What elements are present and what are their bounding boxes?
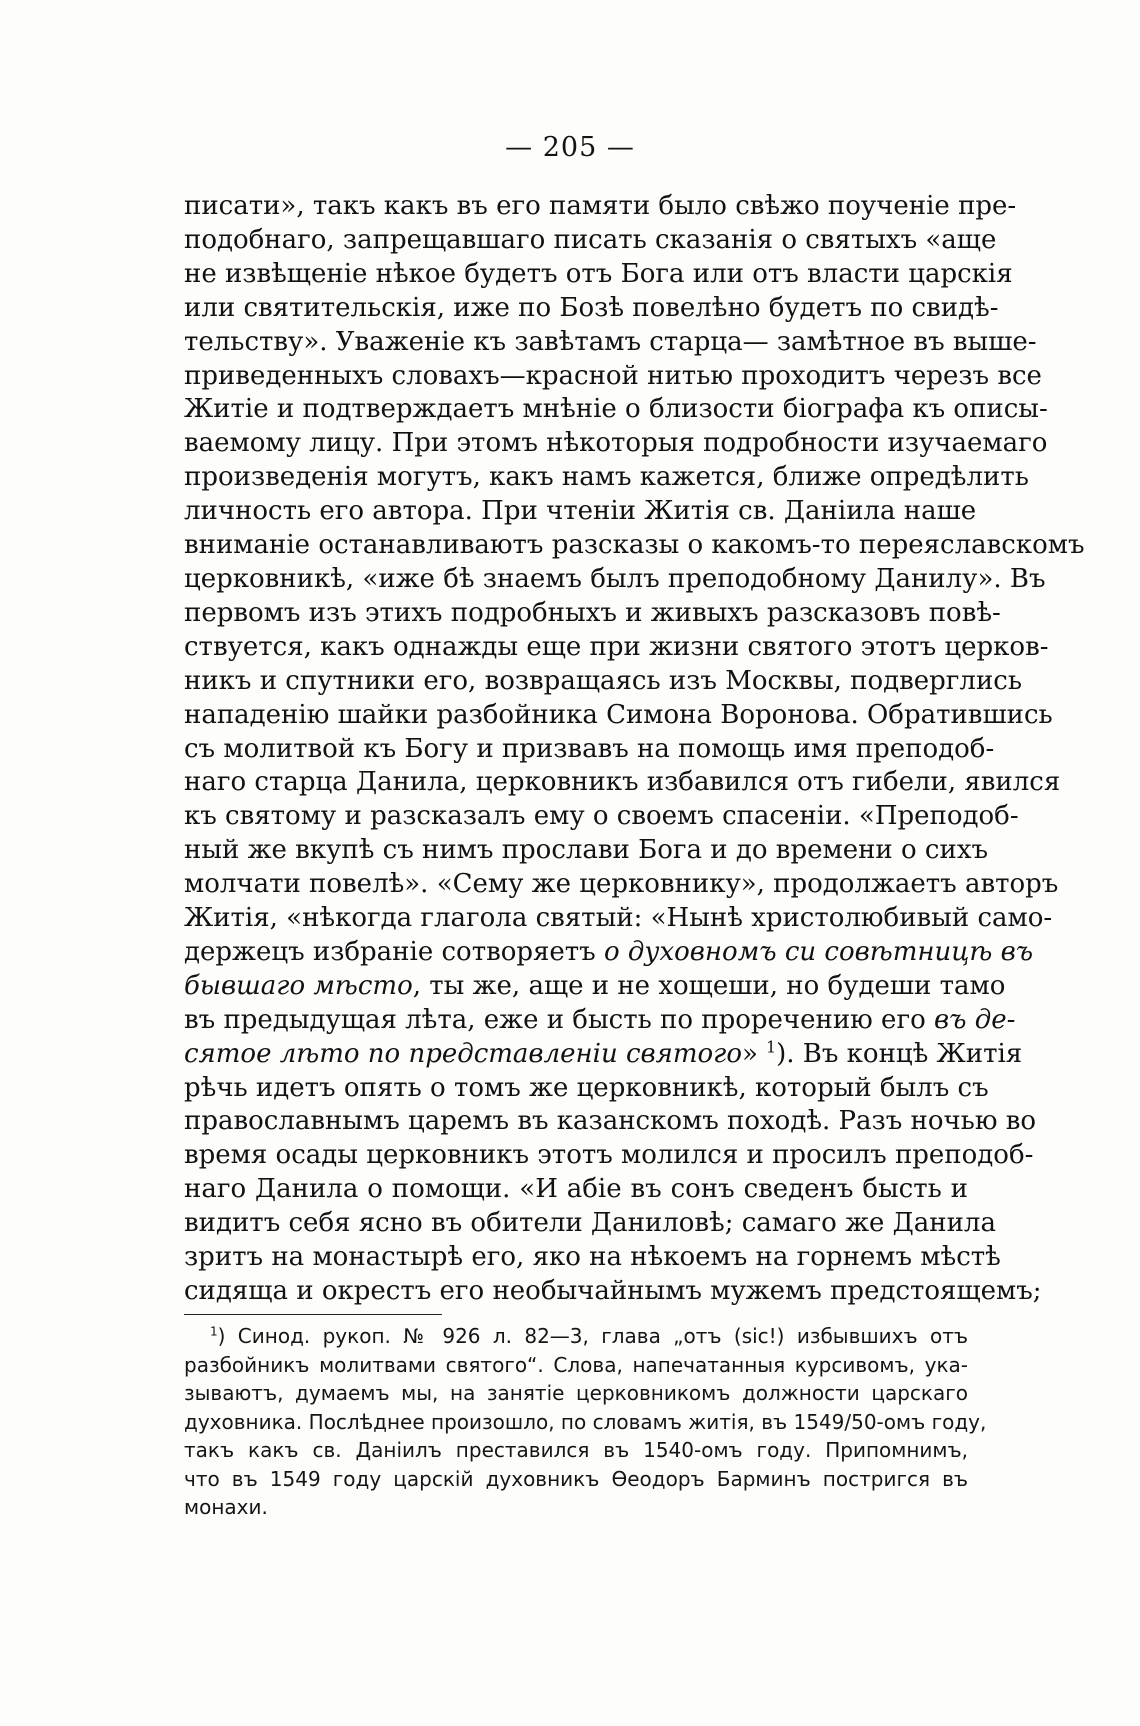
text-line: вниманіе останавливаютъ разсказы о какомъ-то переяславскомъ bbox=[184, 530, 1085, 561]
footnote-line: зываютъ, думаемъ мы, на занятіе церковникомъ должности царскаго bbox=[184, 1381, 968, 1405]
text-line: личность его автора. При чтеніи Житія св. Даніила наше bbox=[184, 496, 977, 527]
text-line: православнымъ царемъ въ казанскомъ походѣ. Разъ ночью во bbox=[184, 1106, 1037, 1137]
italic-segment: въ де- bbox=[934, 1004, 1016, 1035]
footnote-divider bbox=[184, 1314, 442, 1315]
text-line bbox=[184, 970, 1006, 1004]
footnote-line: что въ 1549 году царскій духовникъ Ѳеодоръ Барминъ постригся въ bbox=[184, 1466, 968, 1491]
text-line: никъ и спутники его, возвращаясь изъ Москвы, подверглись bbox=[184, 665, 1022, 696]
text-line bbox=[184, 1038, 1023, 1072]
text-line: ствуется, какъ однажды еще при жизни святого этотъ церков- bbox=[184, 631, 1049, 662]
italic-segment: сятое лѣто по представленіи святого bbox=[184, 1038, 742, 1069]
text-line: видитъ себя ясно въ обители Даниловѣ; самаго же Данила bbox=[184, 1208, 996, 1239]
text-line: съ молитвой къ Богу и призвавъ на помощь имя преподоб- bbox=[184, 733, 995, 764]
text-line: или святительскія, иже по Бозѣ повелѣно будетъ по свидѣ- bbox=[184, 292, 999, 323]
page-number: — 205 — bbox=[505, 132, 635, 163]
text-line: Житіе и подтверждаетъ мнѣніе о близости біографа къ описы- bbox=[184, 394, 1048, 425]
text-line: рѣчь идетъ опять о томъ же церковникѣ, который былъ съ bbox=[184, 1072, 989, 1103]
footnote-line: монахи. bbox=[184, 1495, 268, 1519]
text-line bbox=[184, 1004, 1016, 1038]
text-line: сидяща и окрестъ его необычайнымъ мужемъ предстоящемъ; bbox=[184, 1276, 1042, 1306]
text-line: нападенію шайки разбойника Симона Воронова. Обратившись bbox=[184, 699, 1053, 730]
italic-segment: о духовномъ си совѣтницѣ въ bbox=[604, 936, 1034, 967]
text-line: подобнаго, запрещавшаго писать сказанія о святыхъ «аще bbox=[184, 224, 997, 255]
main-text bbox=[184, 190, 1085, 1309]
text-line: произведенія могутъ, какъ намъ кажется, ближе опредѣлить bbox=[184, 462, 1029, 493]
text-segment: » bbox=[741, 1038, 767, 1069]
footnote-marker: 1 bbox=[210, 1324, 218, 1339]
footnote-text: ) Синод. рукоп. № 926 л. 82—3, глава „отъ (sic!) избывшихъ отъ bbox=[217, 1324, 968, 1348]
text-line: наго Данила о помощи. «И абіе въ сонъ сведенъ бысть и bbox=[184, 1174, 968, 1205]
text-line: тельству». Уваженіе къ завѣтамъ старца— замѣтное въ выше- bbox=[184, 326, 1037, 357]
text-segment: въ предыдущая лѣта, еже и бысть по проречению его bbox=[184, 1004, 934, 1035]
footnote-line: духовника. Послѣднее произошло, по словамъ житія, въ 1549/50-омъ году, bbox=[184, 1409, 987, 1434]
text-line: первомъ изъ этихъ подробныхъ и живыхъ разсказовъ повѣ- bbox=[184, 597, 1001, 628]
text-line: не извѣщеніе нѣкое будетъ отъ Бога или отъ власти царскія bbox=[184, 258, 1013, 289]
footnote-reference[interactable]: 1 bbox=[766, 1038, 777, 1056]
text-segment: держецъ избраніе сотворяетъ bbox=[184, 936, 604, 967]
text-line: молчати повелѣ». «Сему же церковнику», продолжаетъ авторъ bbox=[184, 869, 1059, 900]
text-segment: , ты же, аще и не хощеши, но будеши тамо bbox=[412, 970, 1006, 1001]
text-line: Житія, «нѣкогда глагола святый: «Нынѣ христолюбивый само- bbox=[184, 903, 1053, 934]
footnote-line: такъ какъ св. Даніилъ преставился въ 1540-омъ году. Припомнимъ, bbox=[184, 1438, 968, 1462]
text-line: приведенныхъ словахъ—красной нитью проходитъ черезъ все bbox=[184, 360, 1042, 391]
text-line: ваемому лицу. При этомъ нѣкоторыя подробности изучаемаго bbox=[184, 428, 1048, 459]
text-line: церковникѣ, «иже бѣ знаемъ былъ преподобному Данилу». Въ bbox=[184, 563, 1046, 594]
italic-segment: бывшаго мѣсто bbox=[184, 970, 413, 1001]
footnote-line: разбойникъ молитвами святого“. Слова, напечатанныя курсивомъ, ука- bbox=[184, 1352, 968, 1377]
footnote bbox=[184, 1322, 987, 1522]
text-line: писати», такъ какъ въ его памяти было свѣжо поученіе пре- bbox=[184, 191, 1017, 221]
text-line bbox=[184, 936, 1034, 970]
text-line: ный же вкупѣ съ нимъ прослави Бога и до времени о сихъ bbox=[184, 835, 989, 866]
footnote-line bbox=[184, 1322, 968, 1351]
text-line: къ святому и разсказалъ ему о своемъ спасеніи. «Преподоб- bbox=[184, 801, 1019, 832]
text-segment: ). Въ концѣ Житія bbox=[776, 1038, 1023, 1069]
text-line: зритъ на монастырѣ его, яко на нѣкоемъ на горнемъ мѣстѣ bbox=[184, 1242, 1001, 1273]
text-line: время осады церковникъ этотъ молился и просилъ преподоб- bbox=[184, 1140, 1034, 1171]
text-line: наго старца Данила, церковникъ избавился отъ гибели, явился bbox=[184, 767, 1061, 798]
